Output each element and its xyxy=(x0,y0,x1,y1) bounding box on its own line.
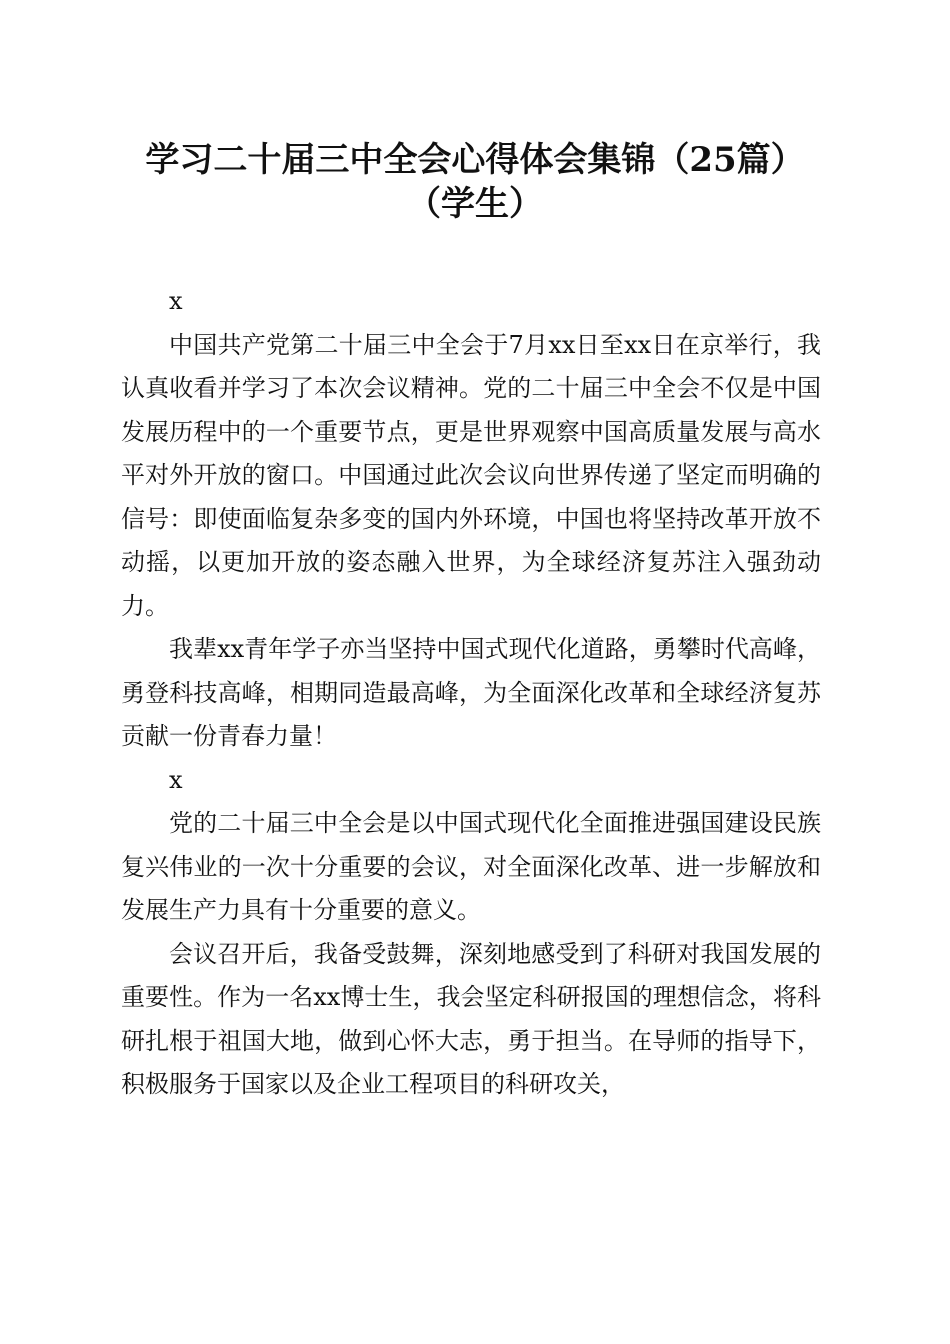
document-body xyxy=(121,280,821,1107)
section-marker: x xyxy=(169,287,183,315)
section-1 xyxy=(121,280,821,759)
paragraph: 会议召开后，我备受鼓舞，深刻地感受到了科研对我国发展的重要性。作为一名xx博士生，我会坚定科研报国的理想信念，将科研扎根于祖国大地，做到心怀大志，勇于担当。在导师的指导下，积极服务于国家以及企业工程项目的科研攻关， xyxy=(121,939,821,1098)
paragraph: 我辈xx青年学子亦当坚持中国式现代化道路，勇攀时代高峰，勇登科技高峰，相期同造最高峰，为全面深化改革和全球经济复苏贡献一份青春力量！ xyxy=(121,635,821,750)
paragraph: 党的二十届三中全会是以中国式现代化全面推进强国建设民族复兴伟业的一次十分重要的会议，对全面深化改革、进一步解放和发展生产力具有十分重要的意义。 xyxy=(121,809,821,924)
paragraph: 中国共产党第二十届三中全会于7月xx日至xx日在京举行，我认真收看并学习了本次会议精神。党的二十届三中全会不仅是中国发展历程中的一个重要节点，更是世界观察中国高质量发展与高水平对外开放的窗口。中国通过此次会议向世界传递了坚定而明确的信号：即使面临复杂多变的国内外环境，中国也将坚持改革开放不动摇，以更加开放的姿态融入世界，为全球经济复苏注入强劲动力。 xyxy=(121,330,821,620)
section-2 xyxy=(121,759,821,1107)
document-subtitle: （学生） xyxy=(407,184,543,224)
section-marker: x xyxy=(169,765,183,794)
document-title: 学习二十届三中全会心得体会集锦（25篇） xyxy=(145,140,805,180)
